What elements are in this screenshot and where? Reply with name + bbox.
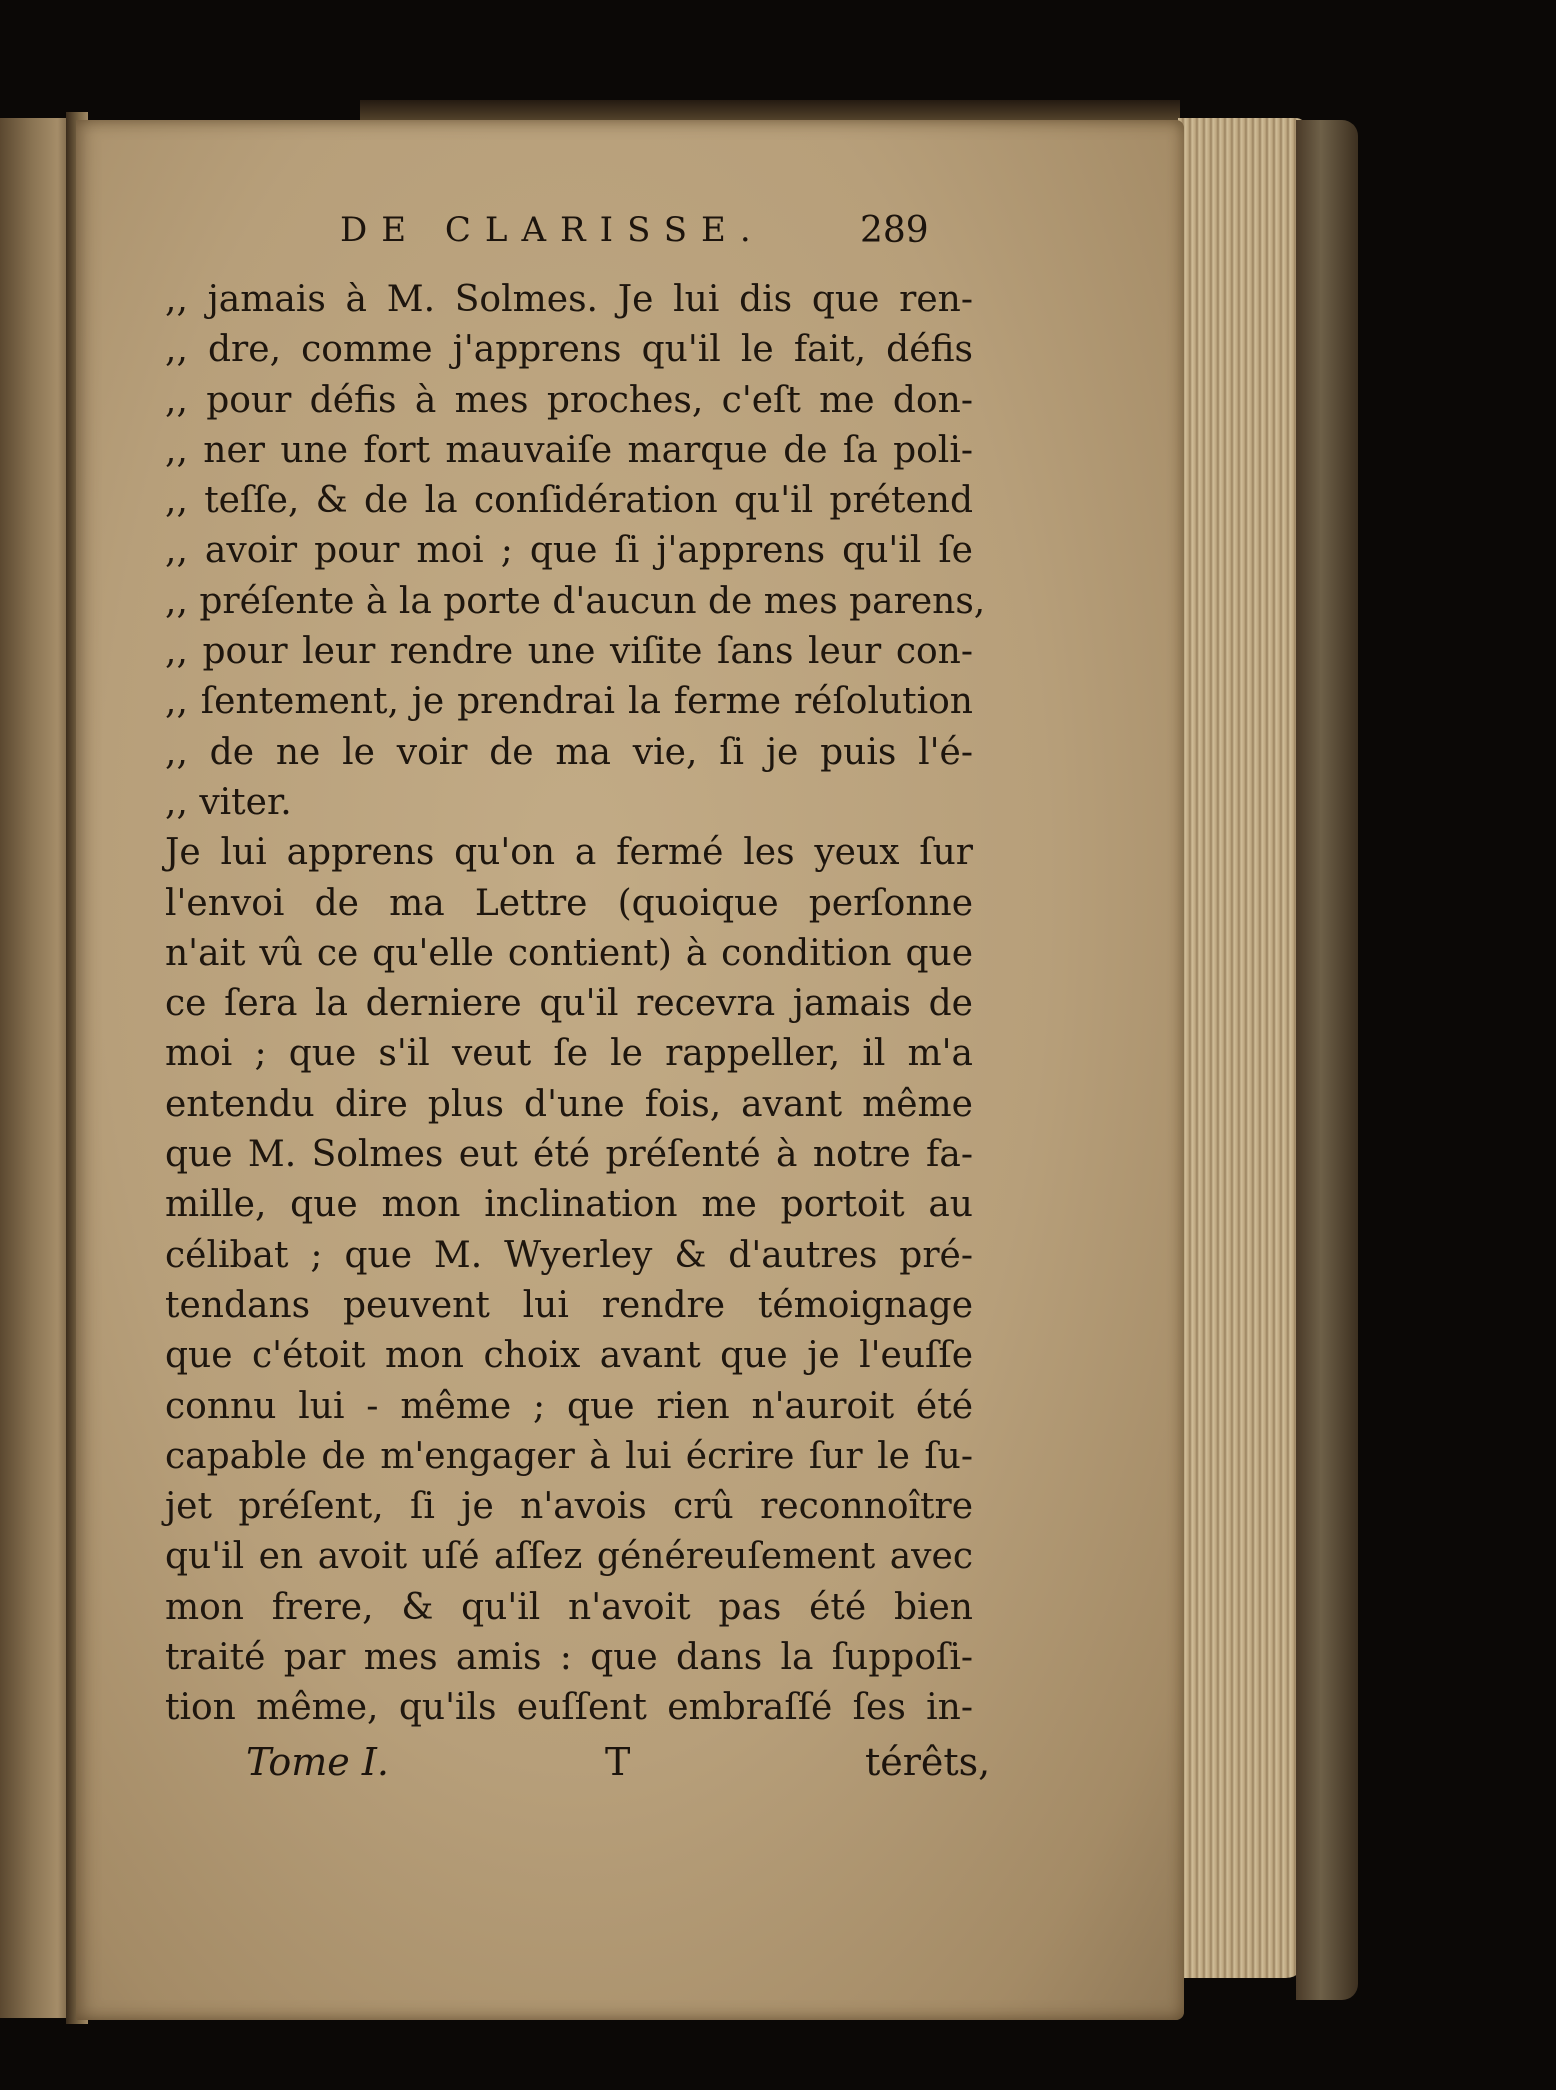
page-block-edges	[1178, 118, 1306, 1978]
page-number: 289	[860, 210, 929, 251]
text-line: qu'il en avoit uſé aſſez généreuſement avec	[165, 1536, 973, 1578]
text-line: ,, ner une fort mauvaiſe marque de ſa poli-	[165, 429, 973, 471]
text-line: entendu dire plus d'une fois, avant même	[165, 1083, 973, 1125]
text-line: tion même, qu'ils euſſent embraſſé ſes in-	[165, 1687, 973, 1729]
text-line: ,, ſentement, je prendrai la ferme réſolution	[165, 681, 973, 723]
catchword: térêts,	[865, 1740, 991, 1784]
page-footer	[0, 1740, 1556, 1800]
text-line: ,, préſente à la porte d'aucun de mes parens,	[165, 580, 986, 622]
text-line: ce ſera la derniere qu'il recevra jamais de	[165, 983, 973, 1025]
text-line: ,, teſſe, & de la conſidération qu'il prétend	[165, 480, 973, 522]
running-title: DE CLARISSE.	[340, 210, 765, 250]
book-cover-edge	[1296, 120, 1358, 2000]
previous-page-edge	[0, 118, 72, 2018]
text-line: ,, dre, comme j'apprens qu'il le fait, défis	[165, 329, 973, 371]
text-line: ,, de ne le voir de ma vie, ſi je puis l'é-	[165, 731, 973, 773]
text-line: moi ; que s'il veut ſe le rappeller, il m'a	[165, 1033, 973, 1075]
volume-signature: Tome I.	[246, 1740, 389, 1784]
text-line: ,, jamais à M. Solmes. Je lui dis que ren-	[165, 279, 973, 320]
text-line: mille, que mon inclination me portoit au	[165, 1184, 973, 1226]
text-line: mon frere, & qu'il n'avoit pas été bien	[165, 1586, 973, 1628]
text-line: célibat ; que M. Wyerley & d'autres pré-	[165, 1234, 973, 1276]
text-line: tendans peuvent lui rendre témoignage	[165, 1284, 973, 1326]
page-header	[0, 210, 1556, 270]
page-top-edge	[360, 100, 1180, 122]
text-line: l'envoi de ma Lettre (quoique perſonne	[165, 882, 973, 924]
text-line: connu lui - même ; que rien n'auroit été	[165, 1385, 973, 1427]
text-line: ,, avoir pour moi ; que ſi j'apprens qu'il ſe	[165, 530, 973, 572]
text-line: que M. Solmes eut été préſenté à notre fa-	[165, 1134, 973, 1176]
text-line: traité par mes amis : que dans la ſuppoſi-	[165, 1637, 973, 1679]
gathering-signature: T	[605, 1740, 631, 1784]
text-line: jet préſent, ſi je n'avois crû reconnoître	[165, 1486, 973, 1528]
text-line: n'ait vû ce qu'elle contient) à condition que	[165, 932, 973, 974]
text-line: ,, viter.	[165, 781, 292, 823]
text-line: ,, pour leur rendre une viſite ſans leur con-	[165, 631, 973, 673]
text-line: que c'étoit mon choix avant que je l'euſſe	[165, 1335, 973, 1377]
text-line: ,, pour défis à mes proches, c'eſt me don-	[165, 379, 973, 421]
text-line: Je lui apprens qu'on a fermé les yeux ſur	[165, 832, 973, 874]
page-body	[165, 275, 986, 1734]
text-line: capable de m'engager à lui écrire ſur le ſu-	[165, 1435, 973, 1477]
